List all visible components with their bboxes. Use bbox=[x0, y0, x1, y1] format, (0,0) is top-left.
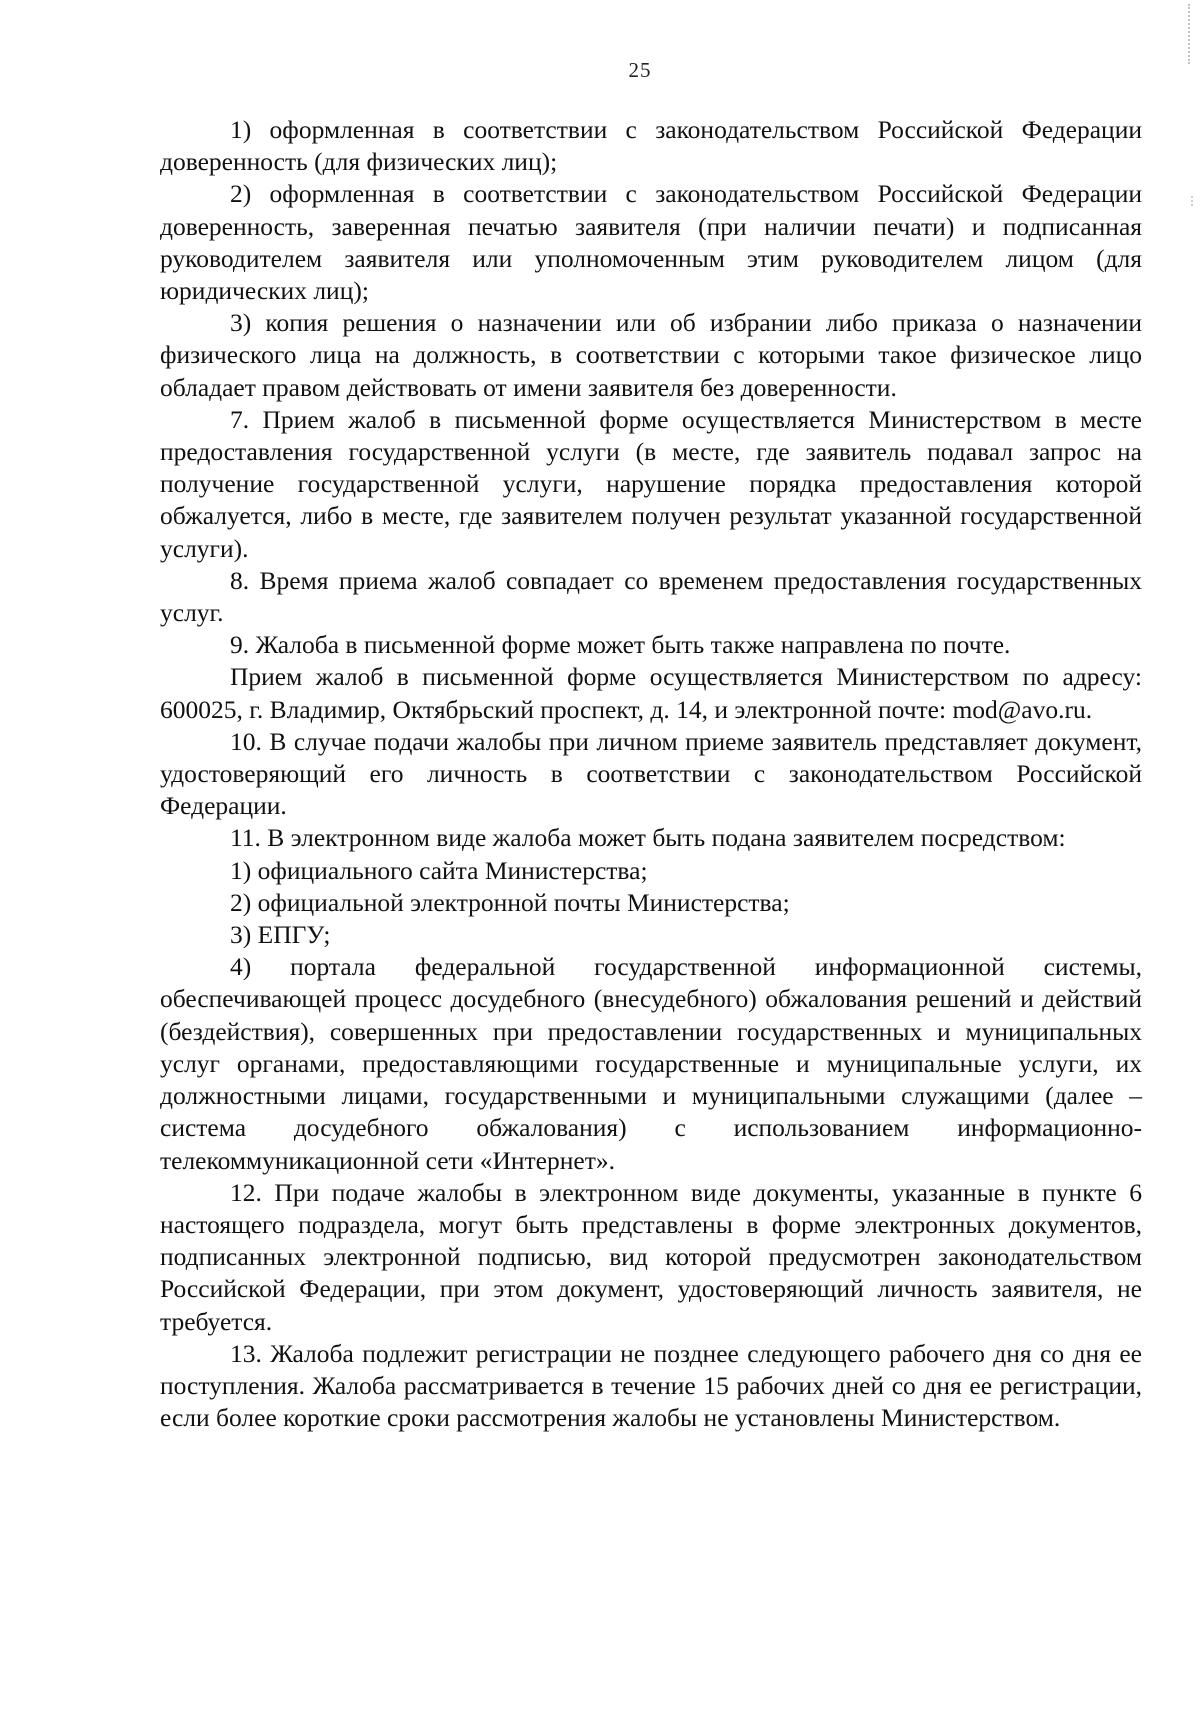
scan-edge-mark bbox=[1191, 196, 1196, 206]
list-item-federal-portal: 4) портала федеральной государственной информационной системы, обеспечивающей процесс досудебного (внесудебного) обжалования решений и действий (бездействия), совершенных при предоставлении государственных и муниципальных услуг органами, предоставляющими государственные и муниципальные услуги, их должностными лицами, государственными и муниципальными служащими (далее – система досудебного обжалования) с использованием информационно-телекоммуникационной сети «Интернет». bbox=[160, 952, 1142, 1175]
paragraph-power-of-attorney-legal-entities: 2) оформленная в соответствии с законодательством Российской Федерации доверенность, заверенная печатью заявителя (при наличии печати) и подписанная руководителем заявителя или уполномоченным этим руководителем лицом (для юридических лиц); bbox=[160, 179, 1142, 306]
scan-edge-marks bbox=[1188, 4, 1194, 64]
paragraph-item-8: 8. Время приема жалоб совпадает со временем предоставления государственных услуг. bbox=[160, 565, 1142, 628]
paragraph-item-11: 11. В электронном виде жалоба может быть подана заявителем посредством: bbox=[230, 823, 1066, 853]
page-number: 25 bbox=[628, 58, 652, 82]
paragraph-item-7: 7. Прием жалоб в письменной форме осуществляется Министерством в месте предоставления государственной услуги (в месте, где заявитель подавал запрос на получение государственной услуги, нарушение порядка предоставления которой обжалуется, либо в месте, где заявителем получен результат указанной государственной услуги). bbox=[160, 404, 1142, 563]
paragraph-item-13: 13. Жалоба подлежит регистрации не позднее следующего рабочего дня со дня ее поступления. Жалоба рассматривается в течение 15 рабочих дней со дня ее регистрации, если более короткие сроки рассмотрения жалобы не установлены Министерством. bbox=[160, 1338, 1142, 1433]
list-item-official-site: 1) официального сайта Министерства; bbox=[230, 855, 648, 885]
paragraph-item-10: 10. В случае подачи жалобы при личном приеме заявитель представляет документ, удостоверяющий его личность в соответствии с законодательством Российской Федерации. bbox=[160, 726, 1142, 821]
list-item-official-email: 2) официальной электронной почты Министерства; bbox=[230, 887, 790, 917]
paragraph-postal-address: Прием жалоб в письменной форме осуществляется Министерством по адресу: 600025, г. Владимир, Октябрьский проспект, д. 14, и электронной почте: mod@avo.ru. bbox=[160, 662, 1142, 724]
paragraph-power-of-attorney-individuals: 1) оформленная в соответствии с законодательством Российской Федерации доверенность (для физических лиц); bbox=[160, 115, 1142, 177]
paragraph-item-9: 9. Жалоба в письменной форме может быть также направлена по почте. bbox=[230, 630, 1011, 660]
document-body bbox=[160, 114, 1142, 1434]
paragraph-appointment-decision-copy: 3) копия решения о назначении или об избрании либо приказа о назначении физического лица на должность, в соответствии с которыми такое физическое лицо обладает правом действовать от имени заявителя без доверенности. bbox=[160, 308, 1142, 402]
paragraph-item-12: 12. При подаче жалобы в электронном виде документы, указанные в пункте 6 настоящего подраздела, могут быть представлены в форме электронных документов, подписанных электронной подписью, вид которой предусмотрен законодательством Российской Федерации, при этом документ, удостоверяющий личность заявителя, не требуется. bbox=[160, 1177, 1142, 1336]
list-item-epgu: 3) ЕПГУ; bbox=[230, 920, 331, 950]
